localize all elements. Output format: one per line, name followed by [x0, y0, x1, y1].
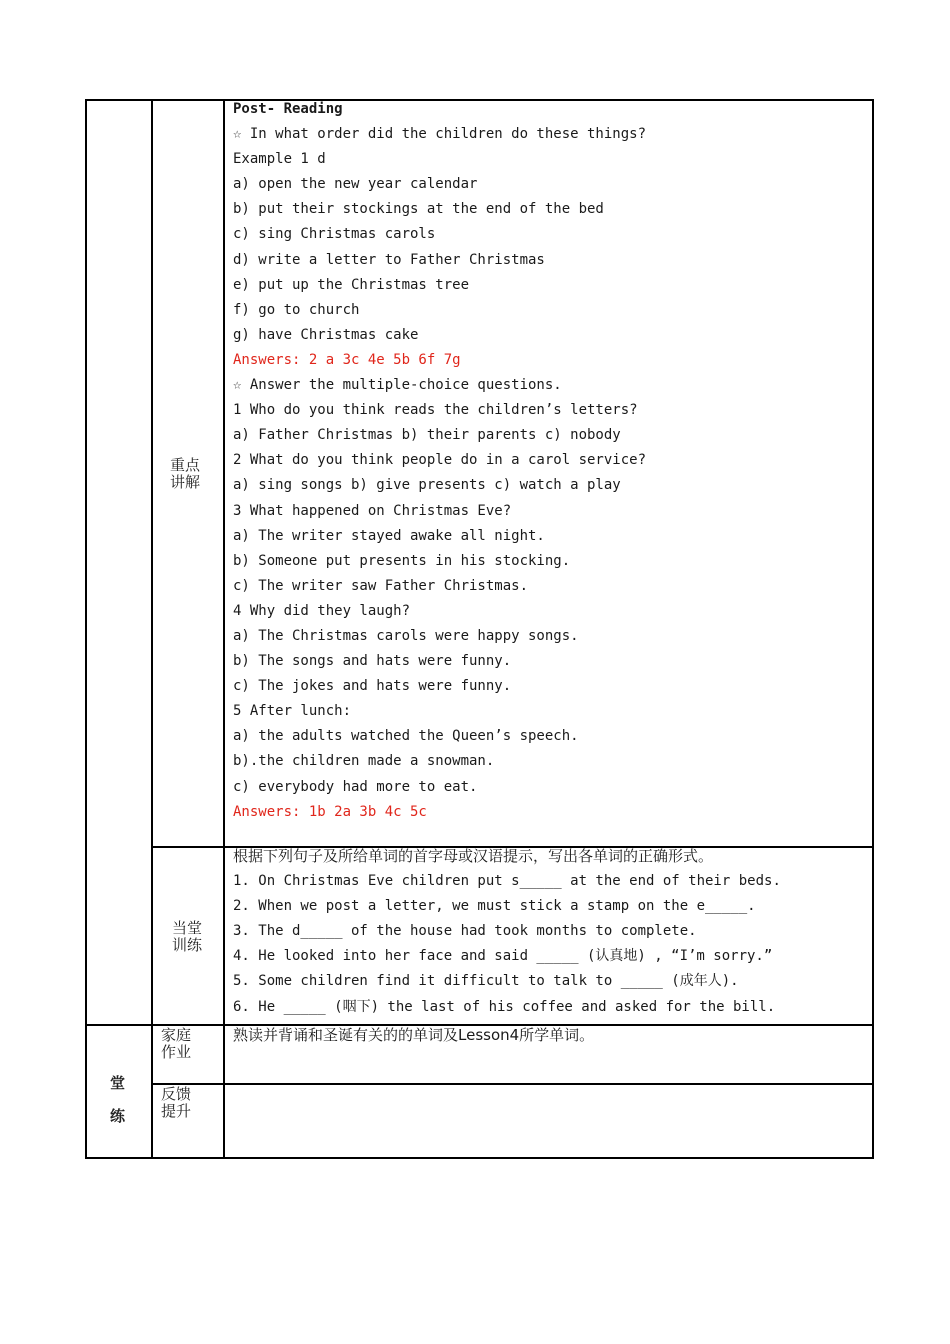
reading-line: c) sing Christmas carols: [233, 226, 436, 243]
key-points-label: [170, 457, 200, 491]
practice-item: 5. Some children find it difficult to talk to _____ (成年人).: [233, 973, 739, 990]
answer-line: Answers: 2 a 3c 4e 5b 6f 7g: [233, 351, 461, 368]
practice-label: [172, 920, 202, 954]
practice-content: [233, 844, 781, 1020]
label-line: 练: [110, 1107, 126, 1125]
reading-line: d) write a letter to Father Christmas: [233, 251, 545, 268]
post-reading-content: [233, 97, 646, 825]
reading-line: c) The jokes and hats were funny.: [233, 678, 512, 695]
reading-line: a) The writer stayed awake all night.: [233, 527, 545, 544]
label-line: 重点: [170, 456, 201, 474]
section-label: [110, 1067, 125, 1133]
reading-line: e) put up the Christmas tree: [233, 276, 470, 293]
reading-line: 2 What do you think people do in a carol service?: [233, 452, 647, 469]
practice-item: 3. The d_____ of the house had took months to complete.: [233, 923, 697, 940]
label-line: 家庭: [161, 1026, 192, 1044]
column-divider-1: [151, 99, 153, 1159]
label-line: 讲解: [170, 473, 201, 491]
practice-item: 4. He looked into her face and said _____ (认真地) , “I’m sorry.”: [233, 948, 773, 965]
reading-line: c) everybody had more to eat.: [233, 778, 478, 795]
reading-line: g) have Christmas cake: [233, 326, 419, 343]
table-left-border: [85, 99, 87, 1159]
label-line: 反馈: [161, 1085, 192, 1103]
reading-line: 1 Who do you think reads the children’s letters?: [233, 402, 638, 419]
homework-content: 熟读并背诵和圣诞有关的的单词及Lesson4所学单词。: [233, 1026, 595, 1044]
label-line: 堂: [110, 1074, 126, 1092]
column-divider-2: [223, 99, 225, 1159]
reading-line: b) Someone put presents in his stocking.: [233, 552, 571, 569]
reading-line: b) put their stockings at the end of the bed: [233, 201, 604, 218]
row-divider-homework-feedback: [151, 1083, 874, 1085]
practice-item: 6. He _____ (咽下) the last of his coffee and asked for the bill.: [233, 998, 776, 1015]
reading-line: b).the children made a snowman.: [233, 753, 495, 770]
practice-item: 2. When we post a letter, we must stick a stamp on the e_____.: [233, 898, 756, 915]
reading-line: a) The Christmas carols were happy songs.: [233, 627, 579, 644]
reading-line: c) The writer saw Father Christmas.: [233, 577, 529, 594]
reading-line: 4 Why did they laugh?: [233, 602, 411, 619]
label-line: 作业: [161, 1043, 192, 1061]
reading-line: ☆ Answer the multiple-choice questions.: [233, 377, 562, 394]
reading-line: a) sing songs b) give presents c) watch a play: [233, 477, 621, 494]
label-line: 提升: [161, 1102, 192, 1120]
practice-item: 1. On Christmas Eve children put s_____ at the end of their beds.: [233, 873, 781, 890]
label-line: 训练: [172, 936, 203, 954]
reading-line: b) The songs and hats were funny.: [233, 653, 512, 670]
reading-line: a) Father Christmas b) their parents c) nobody: [233, 427, 621, 444]
practice-instruction: 根据下列句子及所给单词的首字母或汉语提示，写出各单词的正确形式。: [233, 847, 714, 865]
table-bottom-border: [85, 1157, 874, 1159]
homework-label: [161, 1027, 191, 1061]
answer-line: Answers: 1b 2a 3b 4c 5c: [233, 803, 427, 820]
reading-line: ☆ In what order did the children do these things?: [233, 126, 647, 143]
label-line: 当堂: [172, 919, 203, 937]
reading-line: a) open the new year calendar: [233, 176, 478, 193]
reading-line: f) go to church: [233, 301, 360, 318]
reading-line: 3 What happened on Christmas Eve?: [233, 502, 512, 519]
table-right-border: [872, 99, 874, 1159]
reading-line: 5 After lunch:: [233, 703, 352, 720]
section-title: Post- Reading: [233, 101, 343, 117]
reading-line: a) the adults watched the Queen’s speech.: [233, 728, 579, 745]
feedback-label: [161, 1086, 191, 1120]
reading-line: Example 1 d: [233, 151, 326, 168]
